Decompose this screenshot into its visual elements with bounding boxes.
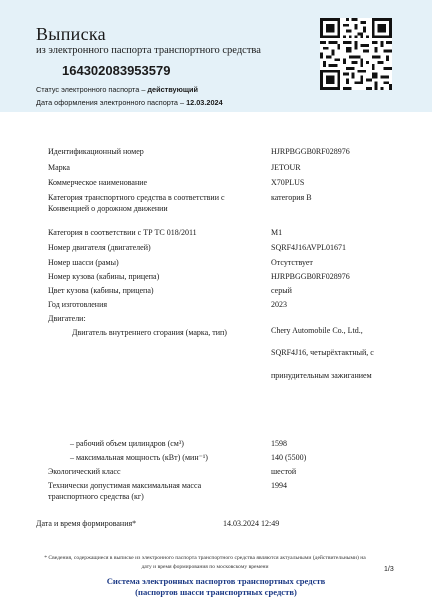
model-label: Коммерческое наименование bbox=[48, 178, 148, 187]
category-label: Категория транспортного средства в соответствии с Конвенцией о дорожном движении bbox=[48, 193, 225, 213]
page-number: 1/3 bbox=[384, 566, 394, 573]
passport-number: 164302083953579 bbox=[62, 63, 171, 78]
year-label: Год изготовления bbox=[48, 300, 108, 309]
category-tr-value: M1 bbox=[271, 228, 283, 237]
power-value: 140 (5500) bbox=[271, 453, 307, 462]
issue-date-line bbox=[36, 98, 223, 107]
status-line bbox=[36, 85, 198, 94]
brand-value: JETOUR bbox=[271, 163, 301, 172]
vin-label: Идентификационный номер bbox=[48, 147, 144, 156]
formed-label: Дата и время формирования* bbox=[36, 519, 137, 528]
category-value: категория B bbox=[271, 193, 312, 202]
engine-number-value: SQRF4J16AVPL01671 bbox=[271, 243, 346, 252]
status-label: Статус электронного паспорта – bbox=[36, 85, 146, 94]
engine-number-label: Номер двигателя (двигателей) bbox=[48, 243, 151, 252]
displacement-label: – рабочий объем цилиндров (см³) bbox=[70, 439, 184, 448]
header-panel bbox=[0, 0, 432, 112]
issue-date-label: Дата оформления электронного паспорта – bbox=[36, 98, 185, 107]
system-name bbox=[60, 576, 372, 598]
page-title: Выписка bbox=[36, 24, 106, 44]
engines-heading: Двигатели: bbox=[48, 314, 86, 323]
system-name-line2: (паспортов шасси транспортных средств) bbox=[135, 587, 297, 597]
eco-class-label: Экологический класс bbox=[48, 467, 121, 476]
year-value: 2023 bbox=[271, 300, 287, 309]
formed-value: 14.03.2024 12:49 bbox=[223, 519, 280, 528]
status-value: действующий bbox=[147, 85, 198, 94]
eco-class-value: шестой bbox=[271, 467, 297, 476]
engine-type-value: Chery Automobile Co., Ltd., SQRF4J16, четырёхтактный, с принудительным зажиганием bbox=[271, 326, 374, 380]
max-mass-value: 1994 bbox=[271, 481, 287, 490]
category-tr-label: Категория в соответствии с ТР ТС 018/2011 bbox=[48, 228, 197, 237]
engine-type-label: Двигатель внутреннего сгорания (марка, тип) bbox=[72, 328, 227, 337]
body-number-value: HJRPBGGB0RF028976 bbox=[271, 272, 350, 281]
issue-date-value: 12.03.2024 bbox=[186, 98, 223, 107]
chassis-label: Номер шасси (рамы) bbox=[48, 258, 119, 267]
page-subtitle: из электронного паспорта транспортного средства bbox=[36, 45, 261, 56]
max-mass-label: Технически допустимая максимальная масса транспортного средства (кг) bbox=[48, 481, 202, 501]
chassis-value: Отсутствует bbox=[271, 258, 313, 267]
body-color-value: серый bbox=[271, 286, 292, 295]
displacement-value: 1598 bbox=[271, 439, 287, 448]
qr-code-icon bbox=[320, 18, 392, 90]
brand-label: Марка bbox=[48, 163, 70, 172]
footnote: * Сведения, содержащиеся в выписке из электронного паспорта транспортного средства являются актуальными (действительными) на дату и время формирования по московскому времени bbox=[44, 555, 366, 570]
model-value: X70PLUS bbox=[271, 178, 305, 187]
system-name-line1: Система электронных паспортов транспортных средств bbox=[106, 576, 326, 586]
vin-value: HJRPBGGB0RF028976 bbox=[271, 147, 350, 156]
body-color-label: Цвет кузова (кабины, прицепа) bbox=[48, 286, 154, 295]
power-label: – максимальная мощность (кВт) (мин⁻¹) bbox=[70, 453, 208, 462]
body-number-label: Номер кузова (кабины, прицепа) bbox=[48, 272, 160, 281]
